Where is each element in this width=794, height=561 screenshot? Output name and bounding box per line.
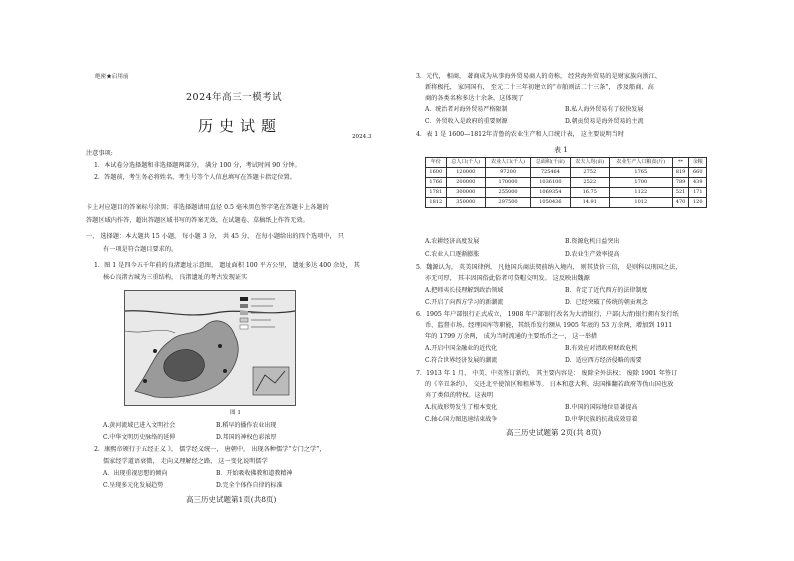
- table-cell: 1700: [609, 178, 672, 188]
- table-header-cell: 农业人口(千人): [485, 158, 530, 168]
- table-cell: 1812: [426, 198, 447, 208]
- page-1-footer: 高三历史试题第1页(共8页): [186, 495, 277, 504]
- q1-option-d[interactable]: D.邦国的神权色彩浓厚: [216, 434, 277, 441]
- table-cell: 439: [689, 178, 707, 188]
- table-header-cell: 年份: [426, 158, 447, 168]
- table-cell: 725464: [531, 168, 570, 178]
- figure-1-caption: 图 1: [230, 410, 241, 416]
- q6-stem-c: 年的 1799 万余两， 成为当时流通的主要纸币之一， 这一举措: [425, 333, 598, 340]
- table-cell: 2752: [570, 168, 609, 178]
- q6-stem-a: 6．1905 年户部银行正式成立， 1908 年户部银行改名为大清银行，户部(大清)银行拥有发行纸: [416, 311, 679, 318]
- q2-option-a[interactable]: A．出现重视思想的倾向: [103, 470, 168, 477]
- table-header-cell: 农业生产人口粮食(斤): [609, 158, 672, 168]
- q2-stem-b: 儒家经学道语衰微， 走向义理解经之路， 这一变化说明儒学: [103, 458, 268, 465]
- q1-option-a[interactable]: A.黄河流域已进入文明社会: [103, 422, 176, 429]
- table-header-cell: 总人口(千人): [446, 158, 485, 168]
- table-cell: 350000: [446, 198, 485, 208]
- q6-option-c[interactable]: C.符合世界经济发展的潮流: [425, 357, 498, 364]
- q4-option-a[interactable]: A.农耕经济高度发展: [425, 238, 480, 245]
- notes-heading: 注意事项:: [86, 150, 113, 157]
- q3-stem-b: 新将极托， 家同国有， 至元二十三年初建立的“市舶则法二十三条”， 涉及船商、高: [425, 84, 654, 91]
- q7-option-d[interactable]: D.中华民族的抗战成效显着: [565, 416, 638, 423]
- table-row: [426, 168, 707, 178]
- table-cell: 1036100: [531, 178, 570, 188]
- table-cell: 1600: [426, 168, 447, 178]
- table-cell: 1766: [426, 178, 447, 188]
- table-row: [426, 178, 707, 188]
- q6-option-a[interactable]: A.开启中国金融业的近代化: [425, 345, 498, 352]
- q7-option-c[interactable]: C.轴心国力图迅速结束战争: [425, 416, 498, 423]
- table-cell: 170000: [485, 178, 530, 188]
- q5-option-d[interactable]: D．已经突破了传统的朝贡观念: [565, 299, 648, 306]
- q7-stem-c: 弃了类似的特权。这表明: [425, 392, 494, 399]
- population-table: [425, 157, 707, 208]
- table-header-cell: 余粮: [689, 158, 707, 168]
- table-cell: 470: [672, 198, 689, 208]
- q4-option-c[interactable]: C.农业人口逐渐膨胀: [425, 251, 480, 258]
- table-cell: 1781: [426, 188, 447, 198]
- liangzhu-site-map: [124, 290, 296, 406]
- q5-option-c[interactable]: C.开启了向西方学习的新潮流: [425, 299, 504, 306]
- q3-stem-c: 商的各类名称多达十余条，这体现了: [425, 95, 524, 102]
- q2-option-b[interactable]: B．开始吸收佛教和道教精神: [216, 470, 293, 477]
- table-cell: 1765: [609, 168, 672, 178]
- exam-title: 2024年高三一模考试: [186, 92, 283, 103]
- q7-stem-b: 的《辛丑条约》， 交还北平使馆区和租界等。 日本和意大利、法国推翻若政府等伪山国也放: [425, 381, 674, 388]
- q3-stem-a: 3．元代， 相商， 著商成为从事海外贸易商人的奇称， 经营海外贸易的是财家族向浙江、: [416, 73, 661, 80]
- q3-option-b[interactable]: B.私人海外贸易有了较快发展: [565, 106, 644, 113]
- q5-option-b[interactable]: B．肯定了近代西方的法律制度: [565, 287, 648, 294]
- subject-title: 历史试题: [198, 117, 283, 135]
- q1-stem-b: 核心良渚古城为三重结构， 良渚遗址的考古发现证实: [103, 274, 248, 281]
- table-cell: 97200: [485, 168, 530, 178]
- table-header-cell: 农夫人均(亩): [570, 158, 609, 168]
- q7-stem-a: 7．1913 年 1 月， 中美、中英签订新约， 其主要内容是： 废除全外法权； 废除 1901 年签订: [416, 370, 678, 377]
- table-row: [426, 188, 707, 198]
- table-header-cell: 总面积(千亩): [531, 158, 570, 168]
- q3-option-d[interactable]: D.朝贡贸易是海外贸易的主流: [565, 118, 644, 125]
- table-cell: 1122: [609, 188, 672, 198]
- table-cell: 1012: [609, 198, 672, 208]
- table-cell: 789: [672, 178, 689, 188]
- q7-option-a[interactable]: A.抗战形势发生了根本变化: [425, 404, 498, 411]
- q2-stem-a: 2．康熙帝颁行于五经正义 》， 儒学经义统一， 唐朝中， 出现各种儒学“专门之学”，: [94, 446, 326, 453]
- table-header-cell: **: [672, 158, 689, 168]
- table-cell: 120000: [446, 168, 485, 178]
- q1-option-b[interactable]: B.稻早的播作农业出现: [216, 422, 277, 429]
- q6-option-b[interactable]: B.有效应对清政府财政危机: [565, 345, 638, 352]
- note-3a: 卡上对应题目的答案标号涂黑；非选择题请用直径 0.5 毫米黑色签字笔在答题卡上各题的: [86, 204, 329, 211]
- table-cell: 14.91: [570, 198, 609, 208]
- table-cell: 2522: [570, 178, 609, 188]
- q4-option-d[interactable]: D.农业生产效率提高: [565, 251, 620, 258]
- note-1: 1．本试卷分选择题和非选择题两部分， 满分 100 分，考试时间 90 分钟。: [94, 162, 301, 169]
- q1-stem-a: 1．图 1 是四今五千年前的良渚遗址示意图， 遗址面积 100 平方公里， 遗址多达 400 余处， 其: [94, 262, 360, 269]
- q2-option-d[interactable]: D.完全个体作自律的标准: [216, 482, 283, 489]
- table-cell: 1069354: [531, 188, 570, 198]
- table-cell: 1050436: [531, 198, 570, 208]
- section-heading-a: 一、 选择题：本大题共 15 小题， 每小题 3 分， 共 45 分， 在每小题给出的四个选项中， 只: [86, 233, 344, 240]
- q5-stem-a: 5．魏源认为， 英美国律例， 凡他国兵商法契前纳入境内， 则其货价三倍， 是则科以刑国之法，: [416, 264, 682, 271]
- q4-option-b[interactable]: B.资源危机日益突出: [565, 238, 620, 245]
- secret-label: 绝密★启用前: [95, 74, 129, 80]
- q5-stem-b: 亦无可厚， 其丰因国俗此俗者可贷帽交明发。 这反映出魏源: [425, 275, 590, 282]
- q6-stem-b: 币、监督市场、经理国库等职能，其纸币发行额从 1905 年底的 53 万余两，增加到 1911: [425, 322, 673, 329]
- map-illustration: [125, 291, 295, 405]
- table-cell: 660: [689, 168, 707, 178]
- table-cell: 297500: [485, 198, 530, 208]
- table-cell: 16.75: [570, 188, 609, 198]
- section-heading-b: 有一项是符合题目要求的。: [103, 246, 178, 253]
- table-cell: 120: [689, 198, 707, 208]
- table-cell: 171: [689, 188, 707, 198]
- table-header-row: [426, 158, 707, 168]
- table-cell: 255000: [485, 188, 530, 198]
- q7-option-b[interactable]: B.中国的国际地位显著提高: [565, 404, 638, 411]
- table-cell: 819: [672, 168, 689, 178]
- note-2: 2．答题前，考生务必将姓名、考生号等个人信息填写在答题卡指定位置。: [94, 174, 296, 181]
- table-cell: 200000: [446, 178, 485, 188]
- table-cell: 300000: [446, 188, 485, 198]
- q3-option-a[interactable]: A．统治者对海外贸易严格限制: [425, 106, 508, 113]
- note-3b: 答题区域内作答，超出答题区域书写的答案无效，在试题卷、草稿纸上作答无效。: [86, 217, 309, 224]
- page-2-footer: 高三历史试题第 2页(共 8页): [506, 428, 602, 437]
- table-cell: 521: [672, 188, 689, 198]
- q5-option-a[interactable]: A.把师夷长技理解到政治领域: [425, 287, 504, 294]
- q6-option-d[interactable]: D．适应西方经济侵略的需要: [565, 357, 642, 364]
- exam-date: 2024.3: [352, 134, 372, 140]
- q3-option-c[interactable]: C．外贸收入是政府的重要财源: [425, 118, 508, 125]
- q1-option-c[interactable]: C.中华文明历史脉络的延伸: [103, 434, 176, 441]
- q4-stem: 4．表 1 是 1600—1812年青鲁的农业生产和人口统计表， 这主要说明当时: [416, 131, 625, 138]
- q2-option-c[interactable]: C.呈现多元化发展趋势: [103, 482, 164, 489]
- table-title: 表 1: [554, 146, 568, 154]
- table-row: [426, 198, 707, 208]
